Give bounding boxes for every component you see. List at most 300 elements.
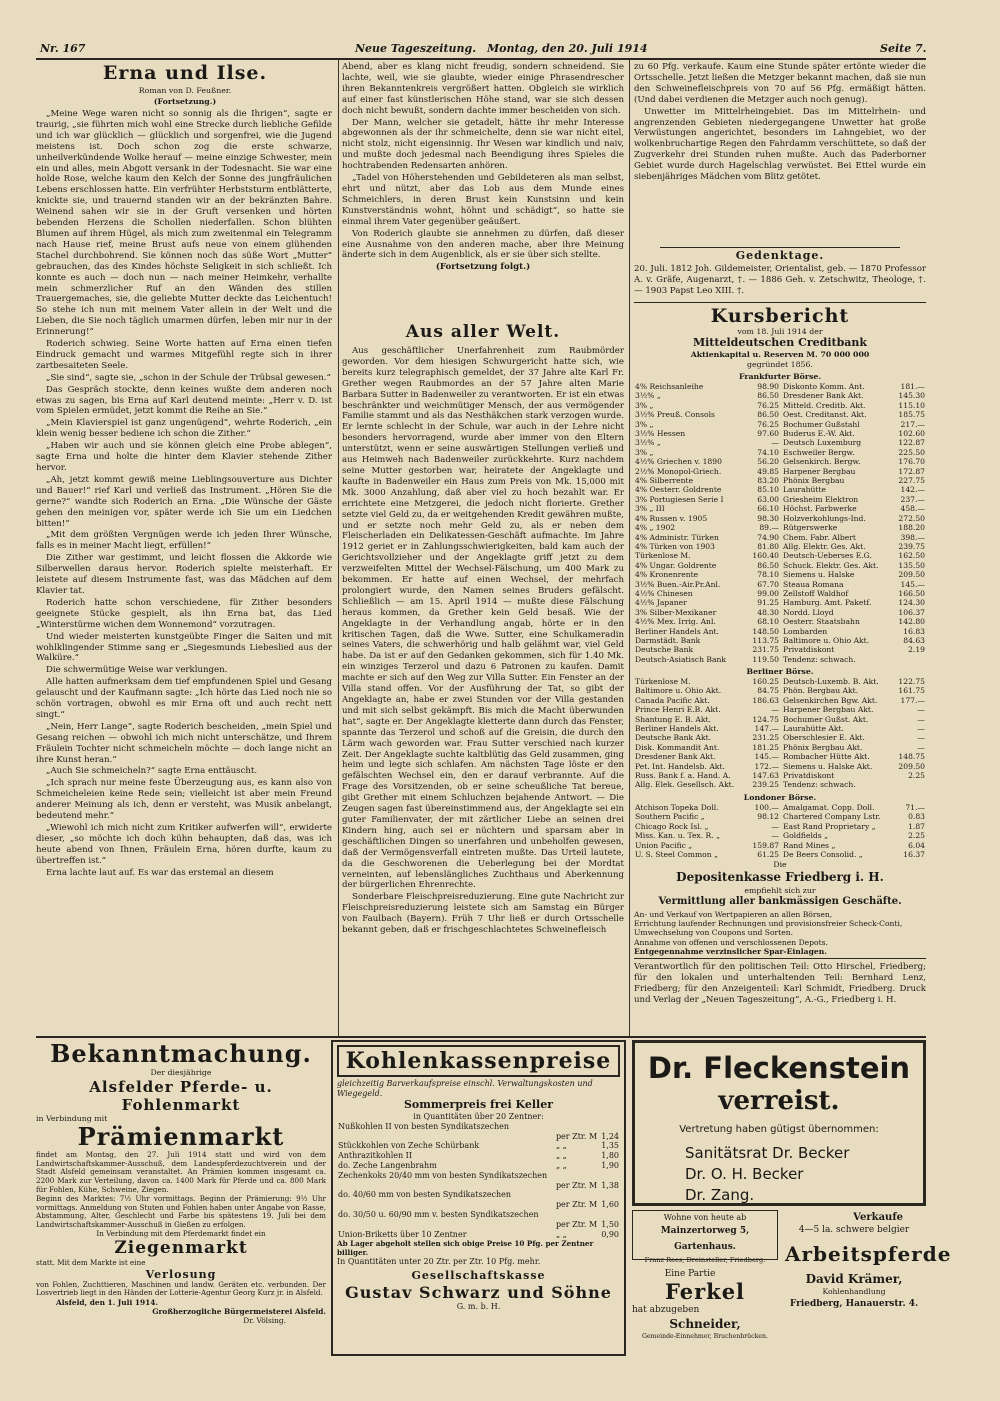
ad1-text4: statt. Mit dem Markte ist eine bbox=[36, 1258, 146, 1268]
berlin-row bbox=[782, 780, 926, 789]
frankfurt-value: 458.— bbox=[900, 504, 925, 514]
frankfurt-value: 145.— bbox=[900, 579, 925, 589]
frankfurt-row bbox=[782, 627, 926, 636]
ad1-text3: In Verbindung mit dem Pferdemarkt findet ein bbox=[96, 1228, 266, 1238]
verantwortlich bbox=[634, 962, 926, 1034]
ad3-doc: Dr. Zang. bbox=[685, 1186, 755, 1204]
berlin-value: 161.75 bbox=[898, 686, 925, 696]
coal-price-value bbox=[600, 1210, 620, 1220]
frankfurt-value: 63.00 bbox=[757, 494, 779, 504]
berlin-label: Pet. Int. Handelsb. Akt. bbox=[635, 761, 725, 771]
frankfurt-label: Baltimore u. Ohio Akt. bbox=[783, 635, 870, 645]
berlin-value: 186.63 bbox=[752, 695, 779, 705]
frankfurt-label: 3% „ III bbox=[635, 504, 665, 514]
paragraph: „Mein Klavierspiel ist ganz ungenügend“, wehrte Roderich, „ein klein wenig besser bediene ich schon die Zither.“ bbox=[36, 418, 332, 440]
coal-price-row bbox=[337, 1220, 620, 1230]
frankfurt-row bbox=[782, 608, 926, 617]
divider bbox=[660, 247, 900, 248]
frankfurt-row bbox=[782, 420, 926, 429]
service-line: Umwechselung von Coupons und Sorten. bbox=[634, 928, 793, 938]
frankfurt-row bbox=[782, 401, 926, 410]
london-value: 16.37 bbox=[903, 850, 925, 860]
gedenk-title: Gedenktage. bbox=[735, 249, 825, 262]
frankfurt-value: 272.50 bbox=[898, 513, 925, 523]
frankfurt-value: 217.— bbox=[900, 419, 925, 429]
ad1-sign1: Alsfeld, den 1. Juli 1914. bbox=[56, 1297, 159, 1307]
frankfurt-value: 135.50 bbox=[898, 560, 925, 570]
ad2-menge: in Quantitäten über 20 Zentner: bbox=[413, 1112, 544, 1122]
novel-text bbox=[36, 109, 332, 1033]
frankfurt-row bbox=[634, 457, 780, 466]
frankfurt-row bbox=[634, 533, 780, 542]
frankfurt-row bbox=[782, 504, 926, 513]
ad1-title: Bekanntmachung. bbox=[50, 1039, 312, 1068]
divider bbox=[634, 958, 926, 959]
column-divider bbox=[338, 60, 339, 1036]
vermittlung: Vermittlung aller bankmässigen Geschäfte. bbox=[658, 896, 902, 907]
coal-price-value: 1,24 bbox=[601, 1131, 619, 1141]
berlin-row bbox=[782, 677, 926, 686]
frankfurt-label: Diskonto Komm. Ant. bbox=[783, 382, 865, 391]
frankfurt-value: 16.83 bbox=[903, 626, 925, 636]
coal-price-value: 1,35 bbox=[601, 1141, 619, 1151]
berlin-label: Russ. Bank f. a. Hand. A. bbox=[635, 771, 731, 781]
coal-price-label: Nußkohlen II von besten Syndikatszechen bbox=[338, 1121, 510, 1131]
berlin-label: Harpener Bergbau Akt. bbox=[783, 705, 874, 715]
paragraph: Unwetter im Mittelrheingebiet. Das im Mittelrhein- und angrenzenden Gebieten niedergegangene Unwetter hat große Verwüstungen angerichtet, besonders im Lahngebiet, wo der wolkenbruchartige Regen den Fahrdamm verschüttete, so daß der Zugverkehr drei Stunden ruhen mußte. Auch das Paderborner Gebiet wurde durch Hagelschlag verwüstet. Bei Ettel wurde ein siebenjähriges Mädchen vom Blitz getötet. bbox=[634, 106, 926, 183]
paragraph: Aus geschäftlicher Unerfahrenheit zum Raubmörder geworden. Vor dem hiesigen Schwurgericht hatte sich, wie bereits kurz telegraphisch gemeldet, der 37 Jahre alte Karl Fr. Grether wegen Raubmordes an der 57 Jahre alten Marie Barbara Sutter in Badenweiler zu verantworten. Er ist ein etwas beschränkter und weichmütiger Mensch, der aus vermögender Familie stammt und als das Nesthäkchen stark verzogen wurde. Er lernte schlecht in der Schule, war auch in der Lehre nicht besonders hervorragend, wurde aber immer von den Eltern unterstützt, wenn er seine auswärtigen Stellungen verließ und aus Heimweh nach Badenweiler zurückkehrte. Kurz nachdem seine Mutter gestorben war, heiratete der Angeklagte und kaufte in Badenweiler ein Haus zum Preis von Mk. 15,000 mit Mk. 3000 Anzahlung, daß aber viel zu hoch bezahlt war. Er errichtete eine Metzgerei, die jedoch nicht florierte. Grether setzte viel Geld zu, da er weitgehenden Kredit gewähren mußte, und er setzte noch mehr Geld zu, als er neben dem Fleischerladen ein Delikatessen-Geschäft aufmachte. Im Jahre 1912 geriet er in Zahlungsschwierigkeiten, bald kam auch der Gerichtsvollzieher und der Angeklagte griff jetzt zu dem verzweifelten Mittel der Wechsel-Fälschung, um 400 Mark zu bekommen. Er hatte auf einen Wechsel, der mehrfach prolongiert wurde, den Namen seines Bruders gefälscht. Schließlich — am 15. April 1914 — mußte diese Fälschung heraus kommen, da Grether kein Geld besaß. Wie der Angeklagte in der Verhandlung angab, hörte er in den kritischen Tagen, daß die Wwe. Sutter, eine Schulkameradin seines Vaters, die schwerhörig und halb gelähmt war, viel Geld habe. Da ist er auf den Gedanken gekommen, sich für 1.40 Mk. ein winziges Terzerol und dazu 6 Patronen zu kaufen. Damit machte er sich auf den Weg zur Villa Sutter. Ein Fenster an der Villa stand offen. Vor der Ausführung der Tat, so gibt der Angeklagte an, habe er zwei Stunden vor der Villa gestanden und mit sich selbst gekämpft. Bis mich die Macht überwunden hat“, sagte er. Der Angeklagte kletterte dann durch das Fenster, spannte das Terzerol und schoß auf die Greisin, die durch den Lärm wach geworden war. Frau Sutter verschied nach kurzer Zeit. Der Angeklagte suchte kaltblütig das Geld zusammen, ging heim und legte sich schlafen. Am nächsten Tage löste er den gefälschten Wechsel ein, den er darauf verbrannte. Auf die Frage des Vorsitzenden, ob er seine scheußliche Tat bereue, gibt Grether mit einem Schluchzen bejahende Antwort. — Die Zeugen sagen fast übereinstimmend aus, der Angeklagte sei ein guter Familienvater, der mit zärtlicher Liebe an seinen drei Kindern hing, auch sei er nüchtern und sparsam aber in geschäftlichen Dingen so unerfahren und unbeholfen gewesen, daß der Vermögensverfall eintreten mußte. Das Urteil lautete, da die Geschworenen die Ueberlegung bei der Mordtat verneinten, auf lebenslängliches Zuchthaus und Aberkennung der bürgerlichen Ehrenrechte. bbox=[342, 346, 624, 891]
frankfurt-label: Deutsche Bank bbox=[635, 645, 694, 655]
frankfurt-row bbox=[782, 485, 926, 494]
london-row bbox=[782, 822, 926, 831]
ad3-doc: Dr. O. H. Becker bbox=[685, 1165, 804, 1183]
frankfurt-row bbox=[782, 410, 926, 419]
coal-price-value: 1,60 bbox=[601, 1200, 619, 1210]
frankfurt-value: 48.30 bbox=[757, 607, 779, 617]
frankfurt-row bbox=[782, 495, 926, 504]
issue-number: Nr. 167 bbox=[40, 42, 86, 55]
paragraph: „Haben wir auch und sie können gleich eine Probe ablegen“, sagte Erna und holte die hinter dem Klavier stehende Zither hervor. bbox=[36, 441, 332, 473]
page-number: Seite 7. bbox=[880, 42, 927, 55]
paragraph: „Wiewohl ich mich nicht zum Kritiker aufwerfen will“, erwiderte dieser, „so möchte ich doch kühn behaupten, daß das, was ich heute abend von Ihnen, Fräulein Erna, hören durfte, kaum zu übertreffen ist.“ bbox=[36, 823, 332, 866]
ad2-note1: Ab Lager abgeholt stellen sich obige Preise 10 Pfg. per Zentner billiger. bbox=[337, 1239, 594, 1258]
frankfurt-row bbox=[634, 617, 780, 626]
berlin-label: Disk. Kommandit Ant. bbox=[635, 742, 720, 752]
frankfurt-label: Griesheim Elektron bbox=[783, 494, 859, 504]
london-label: Amalgamat. Copp. Doll. bbox=[783, 803, 875, 812]
frankfurt-right-table bbox=[782, 382, 926, 664]
frankfurt-row bbox=[634, 429, 780, 438]
service-line: Entgegennahme verzinslicher Spar-Einlagen. bbox=[634, 946, 827, 956]
london-label: Chicago Rock Isl. „ bbox=[635, 821, 709, 831]
ad4-line3: Franz Rees, Dreinsteller, Friedberg. bbox=[644, 1256, 766, 1264]
ad-kohlenkassenpreise bbox=[331, 1040, 626, 1356]
frankfurt-label: Lombarden bbox=[783, 626, 828, 636]
ad2-title: Kohlenkassenpreise bbox=[337, 1045, 620, 1077]
london-value: 0.83 bbox=[908, 812, 925, 822]
berlin-value: — bbox=[917, 714, 925, 724]
berlin-title: Berliner Börse. bbox=[746, 667, 814, 676]
london-row bbox=[782, 803, 926, 812]
london-value: 100.— bbox=[754, 803, 779, 812]
ad2-sommer: Sommerpreis frei Keller bbox=[403, 1098, 554, 1112]
london-row bbox=[782, 841, 926, 850]
frankfurt-row bbox=[782, 514, 926, 523]
ad5-title: Arbeitspferde bbox=[785, 1242, 952, 1266]
service-line: An- und Verkauf von Wertpapieren an allen Börsen, bbox=[634, 910, 833, 919]
berlin-label: Laurahütte Akt. bbox=[783, 724, 844, 734]
coal-price-label: per Ztr. M bbox=[555, 1200, 598, 1210]
paragraph: Und wieder meisterten kunstgeübte Finger die Saiten und mit wohlklingender Stimme sang er „Siegesmunds Liebeslied aus der Walküre.“ bbox=[36, 631, 332, 664]
frankfurt-row bbox=[634, 645, 780, 654]
berlin-label: Bochumer Gußst. Akt. bbox=[783, 714, 869, 724]
berlin-row bbox=[782, 762, 926, 771]
coal-price-value bbox=[600, 1190, 620, 1200]
ad4-line2: Mainzertorweg 5, Gartenhaus. bbox=[660, 1226, 750, 1252]
coal-price-label: „ „ bbox=[555, 1160, 567, 1170]
frankfurt-label: Höchst. Farbwerke bbox=[783, 504, 857, 514]
frankfurt-row bbox=[782, 448, 926, 457]
ad5-addr: Friedberg, Hanauerstr. 4. bbox=[789, 1299, 919, 1309]
paragraph: Roderich hatte schon verschiedene, für Zither besonders geeignete Stücke gespielt, als ihn Erna bat, das Lied „Winterstürme wichen dem Wonnemond“ vorzutragen. bbox=[36, 597, 332, 630]
berlin-row bbox=[634, 771, 780, 780]
frankfurt-row bbox=[634, 542, 780, 551]
ad-fleckenstein bbox=[632, 1040, 926, 1206]
imprint-text: Verantwortlich für den politischen Teil: Otto Hirschel, Friedberg; für den lokalen und unterhaltenden Teil: Bernhard Lenz, Friedberg; für den Anzeigenteil: Karl Schmidt, Friedberg. Druck und Verlag der „Neuen Tageszeitung“, A.-G., Friedberg i. H. bbox=[634, 962, 926, 1005]
berlin-label: Rombacher Hütte Akt. bbox=[783, 752, 870, 762]
berlin-label: Deutsch-Luxemb. B. Akt. bbox=[783, 677, 879, 686]
london-label: East Rand Proprietary „ bbox=[783, 821, 876, 831]
berlin-value: 209.50 bbox=[898, 761, 925, 771]
frankfurt-label: Rütgerswerke bbox=[783, 523, 838, 533]
coal-price-label: Union-Briketts über 10 Zentner bbox=[338, 1229, 467, 1239]
london-row bbox=[634, 822, 780, 831]
frankfurt-value: 2.19 bbox=[908, 645, 925, 655]
frankfurt-value: 89.— bbox=[759, 523, 779, 533]
frankfurt-row bbox=[634, 485, 780, 494]
paragraph: Erna lachte laut auf. Es war das erstemal an diesem bbox=[46, 867, 274, 878]
london-label: Atchison Topeka Doll. bbox=[635, 803, 719, 812]
ad1-line1: Der diesjährige bbox=[150, 1068, 212, 1077]
coal-price-label bbox=[555, 1171, 600, 1181]
coal-price-label: „ „ bbox=[555, 1141, 567, 1151]
frankfurt-value: 74.10 bbox=[757, 447, 779, 457]
frankfurt-value: 231.75 bbox=[752, 645, 779, 655]
berlin-label: Allg. Elek. Gesellsch. Akt. bbox=[635, 780, 735, 790]
welt-text bbox=[342, 346, 624, 1034]
frankfurt-row bbox=[782, 438, 926, 447]
frankfurt-label: Privatdiskont bbox=[783, 645, 835, 655]
frankfurt-value: 76.25 bbox=[757, 400, 779, 410]
frankfurt-value: 188.20 bbox=[898, 523, 925, 533]
london-label: Southern Pacific „ bbox=[635, 812, 705, 822]
coal-price-value: 1,50 bbox=[601, 1219, 619, 1229]
frankfurt-label: Hamburg. Amt. Paketf. bbox=[783, 598, 872, 608]
london-label: Goldfields „ bbox=[783, 831, 829, 841]
issue-date: Montag, den 20. Juli 1914 bbox=[487, 42, 648, 55]
frankfurt-label: Dresdener Bank Akt. bbox=[783, 391, 864, 401]
coal-price-label: do. Zeche Langenbrahm bbox=[338, 1160, 437, 1170]
berlin-value: — bbox=[917, 705, 925, 715]
coal-price-label bbox=[337, 1200, 555, 1210]
berlin-value: — bbox=[771, 705, 779, 715]
column-divider bbox=[629, 60, 630, 1036]
frankfurt-row bbox=[634, 420, 780, 429]
frankfurt-value: 98.90 bbox=[757, 382, 779, 391]
frankfurt-label: 4½% Griechen v. 1890 bbox=[635, 457, 722, 467]
frankfurt-row bbox=[634, 580, 780, 589]
frankfurt-value: 86.50 bbox=[757, 560, 779, 570]
frankfurt-label: 4% Oesterr. Goldrente bbox=[635, 485, 722, 495]
berlin-label: Tendenz: schwach. bbox=[783, 780, 856, 790]
london-row bbox=[634, 812, 780, 821]
berlin-label: Baltimore u. Ohio Akt. bbox=[635, 686, 722, 696]
coal-price-row bbox=[337, 1151, 620, 1161]
paragraph: 20. Juli. 1812 Joh. Gildemeister, Orientalist, geb. — 1870 Professor A. v. Gräfe, Augenarzt, †. — 1886 Geh. v. Zetschwitz, Theologe, †. — 1903 Papst Leo XIII. †. bbox=[634, 264, 926, 296]
berlin-value: 239.25 bbox=[752, 780, 779, 790]
frankfurt-row bbox=[782, 523, 926, 532]
coal-price-value: 0,90 bbox=[601, 1229, 619, 1239]
frankfurt-label: 3½% Hessen bbox=[635, 429, 686, 439]
ad6-sub: Gemeinde-Einnehmer, Bruchenbrücken. bbox=[642, 1333, 768, 1340]
paragraph: Abend, aber es klang nicht freudig, sondern schneidend. Sie lachte, weil, wie sie glaubte, wieder einige Phrasendrescher ihren Bekanntenkreis vergrößert hatten. Obgleich sie wirklich auf einer fast künstlerischen Höhe stand, war sie sich dessen doch nicht bewußt, sondern dachte immer bescheiden von sich. bbox=[342, 62, 624, 116]
london-value: 61.25 bbox=[757, 850, 779, 860]
frankfurt-row bbox=[634, 495, 780, 504]
ad5-sub: Kohlenhandlung bbox=[822, 1287, 886, 1296]
divider bbox=[634, 302, 926, 303]
berlin-row bbox=[782, 733, 926, 742]
frankfurt-value: 67.70 bbox=[757, 579, 779, 589]
berlin-row bbox=[634, 686, 780, 695]
frankfurt-label: 4% Ungar. Goldrente bbox=[635, 560, 717, 570]
frankfurt-label: Mitteld. Creditb. Akt. bbox=[783, 400, 866, 410]
frankfurt-row bbox=[634, 636, 780, 645]
london-row bbox=[782, 812, 926, 821]
london-label: U. S. Steel Common „ bbox=[635, 850, 718, 860]
ad-wohnungswechsel bbox=[632, 1210, 778, 1264]
frankfurt-row bbox=[634, 598, 780, 607]
frankfurt-value: 398.— bbox=[900, 532, 925, 542]
coal-price-label: per Ztr. M bbox=[555, 1219, 598, 1229]
frankfurt-label: Laurahütte bbox=[783, 485, 826, 495]
berlin-row bbox=[634, 677, 780, 686]
coal-price-value: 1,38 bbox=[601, 1180, 619, 1190]
coal-price-label: Stückkohlen von Zeche Schürbank bbox=[338, 1141, 480, 1151]
berlin-label: Phön. Bergbau Akt. bbox=[783, 686, 859, 696]
frankfurt-value: 145.30 bbox=[898, 391, 925, 401]
berlin-value: 2.25 bbox=[908, 771, 925, 781]
london-right-table bbox=[782, 803, 926, 859]
coal-price-row bbox=[337, 1210, 620, 1220]
berlin-row bbox=[782, 724, 926, 733]
coal-price-value: 1,80 bbox=[601, 1151, 619, 1161]
frankfurt-row bbox=[634, 391, 780, 400]
frankfurt-row bbox=[782, 457, 926, 466]
frankfurt-label: 4% Administr. Türken bbox=[635, 532, 719, 542]
ad1-markt: Alsfelder Pferde- u. Fohlenmarkt bbox=[89, 1077, 273, 1114]
frankfurt-label: Darmstädt. Bank bbox=[635, 635, 701, 645]
coal-price-label bbox=[337, 1181, 555, 1191]
frankfurt-row bbox=[634, 655, 780, 664]
depositen-title: Depositenkasse Friedberg i. H. bbox=[676, 870, 884, 884]
paragraph: Die Zither war gestimmt, und leicht flossen die Akkorde wie Silberwellen daraus hervor. Roderich spielte meisterhaft. Er leistete auf diesem Instrumente fast, was das Mädchen auf dem Klavier tat. bbox=[36, 553, 332, 596]
paragraph: „Meine Wege waren nicht so sonnig als die Ihrigen“, sagte er traurig, „sie führten mich wohl eine Strecke durch liebliche Gefilde und ich war glücklich — glücklich und sorgenfrei, wie die Jugend meistens ist. Doch schon zog die erste schwarze, unheilverkündende Wolke herauf — meine einzige Schwester, mein ein und alles, mein Abgott versank in der Todesnacht. Sie war eine holde Rose, welche kaum den Kelch der Sonne des jungfräulichen Lebens erschlossen hatte. Ein verfrühter Herbststurm entblätterte, knickte sie, und trauernd standen wir an der bekränzten Bahre. Weinend sahen wir sie in der Gruft versenken und hörten bebenden Herzens die Schollen niederfallen. Schon blühten Blumen auf ihrem Hügel, als mich zum zweitenmal ein Telegramm nach Hause rief, meine Brust aufs neue von einem glühenden Stachel durchbohrend. Sie können noch das süße Wort „Mutter“ gebrauchen, das des Kindes höchste Seligkeit in sich schließt. Ich konnte es auch — doch nun — nach meiner Heimkehr, verhallte mein schmerzlicher Ruf an den Wänden des stillen Trauergemaches, sie, die geliebte Mutter deckte das Leichentuch! So stehe ich nun mit meinem Vater allein in der Welt und die Lieben, die Sie noch täglich umarmen dürfen, leben mir nur in der Erinnerung!“ bbox=[36, 109, 332, 338]
berlin-row bbox=[634, 752, 780, 761]
frankfurt-value: 83.20 bbox=[757, 476, 779, 486]
frankfurt-row bbox=[782, 542, 926, 551]
frankfurt-label: Steaua Romana bbox=[783, 579, 844, 589]
col3-text bbox=[634, 62, 926, 250]
berlin-label: Türkenlose M. bbox=[635, 677, 691, 686]
frankfurt-label: 3% Silber-Mexikaner bbox=[635, 607, 717, 617]
frankfurt-value: — bbox=[771, 438, 779, 448]
frankfurt-value: 209.50 bbox=[898, 570, 925, 580]
ad1-sign2: Großherzogliche Bürgermeisterei Alsfeld. bbox=[152, 1306, 326, 1316]
frankfurt-row bbox=[782, 476, 926, 485]
berlin-row bbox=[782, 715, 926, 724]
frankfurt-label: Holzverkohlungs-Ind. bbox=[783, 513, 866, 523]
coal-price-row bbox=[337, 1181, 620, 1191]
ad2-note2: In Quantitäten unter 20 Ztr. per Ztr. 10 Pfg. mehr. bbox=[337, 1257, 541, 1267]
berlin-value: 160.25 bbox=[752, 677, 779, 686]
london-value: 6.04 bbox=[908, 840, 925, 850]
frankfurt-row bbox=[782, 570, 926, 579]
frankfurt-value: 106.37 bbox=[898, 607, 925, 617]
frankfurt-label: 4½% Chinesen bbox=[635, 588, 693, 598]
frankfurt-value bbox=[893, 655, 926, 664]
frankfurt-label: Tendenz: schwach. bbox=[783, 654, 856, 664]
frankfurt-row bbox=[634, 551, 780, 560]
novel-author: Roman von D. Feußner. bbox=[138, 86, 232, 95]
frankfurt-value: 49.85 bbox=[757, 466, 779, 476]
berlin-row bbox=[782, 752, 926, 761]
ad3-verreist: verreist. bbox=[718, 1086, 840, 1116]
berlin-row bbox=[634, 780, 780, 789]
frankfurt-row bbox=[634, 561, 780, 570]
coal-price-label: „ „ bbox=[555, 1151, 567, 1161]
frankfurt-row bbox=[634, 589, 780, 598]
frankfurt-row bbox=[634, 608, 780, 617]
kurs-date: vom 18. Juli 1914 der bbox=[737, 327, 823, 336]
berlin-row bbox=[634, 733, 780, 742]
frankfurt-row bbox=[634, 382, 780, 391]
coal-price-label: Anthrazitkohlen II bbox=[338, 1151, 413, 1161]
frankfurt-value: 148.50 bbox=[752, 626, 779, 636]
frankfurt-value: 176.70 bbox=[898, 457, 925, 467]
paragraph: „Tadel von Höherstehenden und Gebildeteren als man selbst, ehrt und nützt, aber das Lob aus dem Munde eines Schmeichlers, in deren Brust kein Kunstsinn und kein Kunstverständnis wohnt, höhnt und schädigt“, so hatte sie einmal ihrem Vater gegenüber geäußert. bbox=[342, 173, 624, 227]
frankfurt-value: 74.90 bbox=[757, 532, 779, 542]
frankfurt-left-table bbox=[634, 382, 780, 664]
coal-price-row bbox=[337, 1161, 620, 1171]
frankfurt-value: 85.10 bbox=[757, 485, 779, 495]
frankfurt-value: 81.80 bbox=[757, 541, 779, 551]
frankfurt-title: Frankfurter Börse. bbox=[738, 372, 822, 381]
ad3-doc: Sanitätsrat Dr. Becker bbox=[685, 1144, 850, 1162]
berlin-label: Phönix Bergbau Akt. bbox=[783, 742, 863, 752]
ads-top-rule bbox=[36, 1036, 926, 1038]
london-label: Rand Mines „ bbox=[783, 840, 836, 850]
frankfurt-value: 86.50 bbox=[757, 410, 779, 420]
berlin-row bbox=[634, 696, 780, 705]
frankfurt-label: Nordd. Lloyd bbox=[783, 607, 834, 617]
berlin-right-table bbox=[782, 677, 926, 790]
frankfurt-value: 115.10 bbox=[898, 400, 925, 410]
berlin-value: — bbox=[917, 742, 925, 752]
coal-price-row bbox=[337, 1230, 620, 1240]
paragraph: Die schwermütige Weise war verklungen. bbox=[46, 665, 228, 676]
berlin-label: Gelsenkirchen Bgw. Akt. bbox=[783, 695, 878, 705]
paragraph: „Auch Sie schmeicheln?“ sagte Erna enttäuscht. bbox=[46, 766, 258, 777]
coal-price-label: do. 30/50 u. 60/90 mm v. besten Syndikatszechen bbox=[338, 1209, 539, 1219]
frankfurt-value: 97.60 bbox=[757, 429, 779, 439]
london-value: 71.— bbox=[905, 803, 925, 812]
paragraph: Der Mann, welcher sie getadelt, hätte ihr mehr Interesse abgewonnen als der ihr schmeichelte, denn sie war nicht eitel, nicht stolz, nicht eigensinnig. Ihr Wesen war kindlich und naiv, und mußte doch jedesmal nach Beendigung ihres Spieles die hochtrabenden Redensarten anhören. bbox=[342, 117, 624, 172]
ad6-title: Ferkel bbox=[664, 1279, 746, 1304]
berlin-row bbox=[634, 743, 780, 752]
berlin-row bbox=[634, 705, 780, 714]
berlin-label: Berliner Handels Akt. bbox=[635, 724, 719, 734]
frankfurt-row bbox=[634, 476, 780, 485]
coal-price-label: per Ztr. M bbox=[555, 1131, 598, 1141]
novel-title: Erna und Ilse. bbox=[102, 62, 268, 84]
frankfurt-label: Zellstoff Waldhof bbox=[783, 588, 849, 598]
london-left-table bbox=[634, 803, 780, 859]
newspaper-name: Neue Tageszeitung. bbox=[355, 42, 477, 55]
london-row bbox=[634, 831, 780, 840]
london-label: Union Pacific „ bbox=[635, 840, 693, 850]
berlin-left-table bbox=[634, 677, 780, 790]
kurs-founded: gegründet 1856. bbox=[747, 360, 813, 369]
london-value: 2.25 bbox=[908, 831, 925, 841]
frankfurt-label: 3½% Buen.-Air.Pr.Anl. bbox=[635, 579, 721, 589]
frankfurt-value: 181.— bbox=[900, 382, 925, 391]
service-line: Errichtung laufender Rechnungen und provisionsfreier Scheck-Conti, bbox=[634, 919, 903, 929]
berlin-value: — bbox=[917, 733, 925, 743]
frankfurt-label: 4% Russen v. 1905 bbox=[635, 513, 708, 523]
frankfurt-row bbox=[782, 636, 926, 645]
frankfurt-label: Türkenlose M. bbox=[635, 551, 691, 561]
frankfurt-row bbox=[634, 401, 780, 410]
frankfurt-label: 4½% Japaner bbox=[635, 598, 687, 608]
berlin-value: 148.75 bbox=[898, 752, 925, 762]
frankfurt-row bbox=[782, 617, 926, 626]
frankfurt-row bbox=[782, 382, 926, 391]
coal-price-label bbox=[555, 1210, 600, 1220]
berlin-row bbox=[782, 696, 926, 705]
london-row bbox=[782, 850, 926, 859]
london-title: Londoner Börse. bbox=[743, 793, 817, 802]
frankfurt-value: 66.10 bbox=[757, 504, 779, 514]
frankfurt-value: 124.30 bbox=[898, 598, 925, 608]
berlin-label: Siemens u. Halske Akt. bbox=[783, 761, 873, 771]
frankfurt-label: Deutsch-Ueberses E.G. bbox=[783, 551, 872, 561]
coal-price-row bbox=[337, 1132, 620, 1142]
paragraph: „Sie sind“, sagte sie, „schon in der Schule der Trübsal gewesen.“ bbox=[46, 372, 331, 383]
continuation-note: (Fortsetzung folgt.) bbox=[435, 262, 531, 273]
frankfurt-label: Oest. Creditanst. Akt. bbox=[783, 410, 867, 420]
frankfurt-row bbox=[782, 598, 926, 607]
ad5-line1: Verkaufe bbox=[853, 1212, 903, 1223]
frankfurt-value: 98.30 bbox=[757, 513, 779, 523]
berlin-value: 145.— bbox=[754, 752, 779, 762]
paragraph: „Ah, jetzt kommt gewiß meine Lieblingsouverture aus Dichter und Bauer!“ rief Karl und verließ das Instrument. „Hören Sie die gerne?“ wandte sich Roderich an Erna. „Die Wünsche der Gäste gehen den meinigen vor, später werde ich Sie um ein Liedchen bitten!“ bbox=[36, 474, 332, 529]
ad1-line2: in Verbindung mit bbox=[36, 1113, 108, 1123]
header-rule bbox=[36, 58, 926, 60]
ad1-ziegen: Ziegenmarkt bbox=[114, 1238, 248, 1259]
ad-ferkel bbox=[632, 1268, 778, 1358]
depositen-services bbox=[634, 910, 926, 956]
frankfurt-value: 99.00 bbox=[757, 588, 779, 598]
